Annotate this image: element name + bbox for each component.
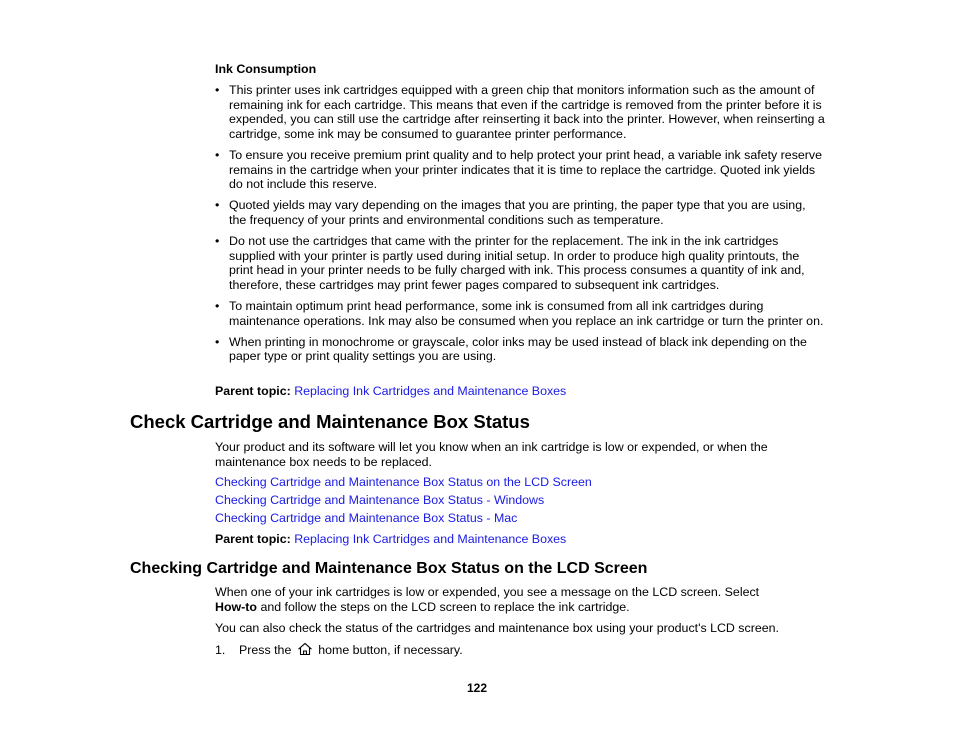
lcd-section-para1 [215, 585, 825, 614]
bullet-glyph: • [215, 334, 220, 349]
bullet-text: To ensure you receive premium print quality and to help protect your print head, a variable ink safety reserve remains in the cartridge when your printer indicates that it is time to replace the cartridge. Quoted ink yields do not include this reserve. [229, 147, 822, 192]
home-icon [297, 642, 313, 656]
para1-before: When one of your ink cartridges is low or expended, you see a message on the LCD screen. Select [215, 585, 760, 599]
bullet-text: Quoted yields may vary depending on the images that you are printing, the paper type that you are using, the frequency of your prints and environmental conditions such as temperature. [229, 198, 806, 227]
link-mac[interactable]: Checking Cartridge and Maintenance Box Status - Mac [215, 511, 518, 525]
link-lcd-screen[interactable]: Checking Cartridge and Maintenance Box Status on the LCD Screen [215, 475, 592, 489]
bullet-text: To maintain optimum print head performance, some ink is consumed from all ink cartridges during maintenance operations. Ink may also be consumed when you replace an ink cartridge or turn the printer on. [229, 299, 824, 328]
bullet-text: This printer uses ink cartridges equipped with a green chip that monitors information such as the amount of remaining ink for each cartridge. This means that even if the cartridge is removed from the printer before it is expended, you can still use the cartridge after reinserting it back into the printer. However, when reinserting a cartridge, some ink may be consumed to guarantee printer performance. [229, 83, 825, 141]
list-item [215, 83, 825, 141]
ink-consumption-heading: Ink Consumption [215, 62, 317, 76]
bullet-glyph: • [215, 83, 220, 97]
page-number: 122 [466, 681, 488, 695]
lcd-section-title: Checking Cartridge and Maintenance Box Status on the LCD Screen [130, 560, 648, 577]
list-item [215, 148, 825, 192]
bullet-text: When printing in monochrome or grayscale, color inks may be used instead of black ink depending on the paper type or print quality settings you are using. [229, 334, 807, 364]
parent-topic-link[interactable]: Replacing Ink Cartridges and Maintenance Boxes [294, 532, 567, 546]
step-text-before: Press the [239, 643, 292, 657]
para1-after: and follow the steps on the LCD screen to replace the ink cartridge. [260, 599, 630, 614]
check-section-intro: Your product and its software will let you know when an ink cartridge is low or expended, or when the maintenance box needs to be replaced. [215, 440, 768, 469]
parent-topic-1 [215, 384, 566, 398]
bullet-glyph: • [215, 234, 220, 249]
step-number: 1. [215, 643, 226, 657]
list-item [215, 198, 825, 227]
link-windows[interactable]: Checking Cartridge and Maintenance Box Status - Windows [215, 493, 545, 507]
check-section-title: Check Cartridge and Maintenance Box Status [130, 411, 530, 432]
list-item [215, 335, 825, 364]
parent-topic-label: Parent topic: [215, 532, 291, 546]
list-item [215, 299, 825, 328]
bullet-glyph: • [215, 198, 220, 213]
lcd-section-para2: You can also check the status of the cartridges and maintenance box using your product's LCD screen. [215, 621, 779, 635]
parent-topic-link[interactable]: Replacing Ink Cartridges and Maintenance Boxes [294, 384, 567, 398]
list-item [215, 234, 825, 292]
bullet-glyph: • [215, 147, 220, 162]
how-to-label: How-to [215, 599, 257, 614]
step-1 [215, 642, 463, 657]
parent-topic-2 [215, 532, 566, 546]
ink-consumption-list [215, 83, 825, 371]
parent-topic-label: Parent topic: [215, 384, 291, 398]
bullet-text: Do not use the cartridges that came with the printer for the replacement. The ink in the ink cartridges supplied with your printer is partly used during initial setup. In order to produce high quality printouts, the print head in your printer needs to be fully charged with ink. This process consumes a quantity of ink and, therefore, these cartridges may print fewer pages compared to subsequent ink cartridges. [229, 234, 805, 292]
step-text-after: home button, if necessary. [318, 643, 463, 657]
bullet-glyph: • [215, 299, 220, 314]
